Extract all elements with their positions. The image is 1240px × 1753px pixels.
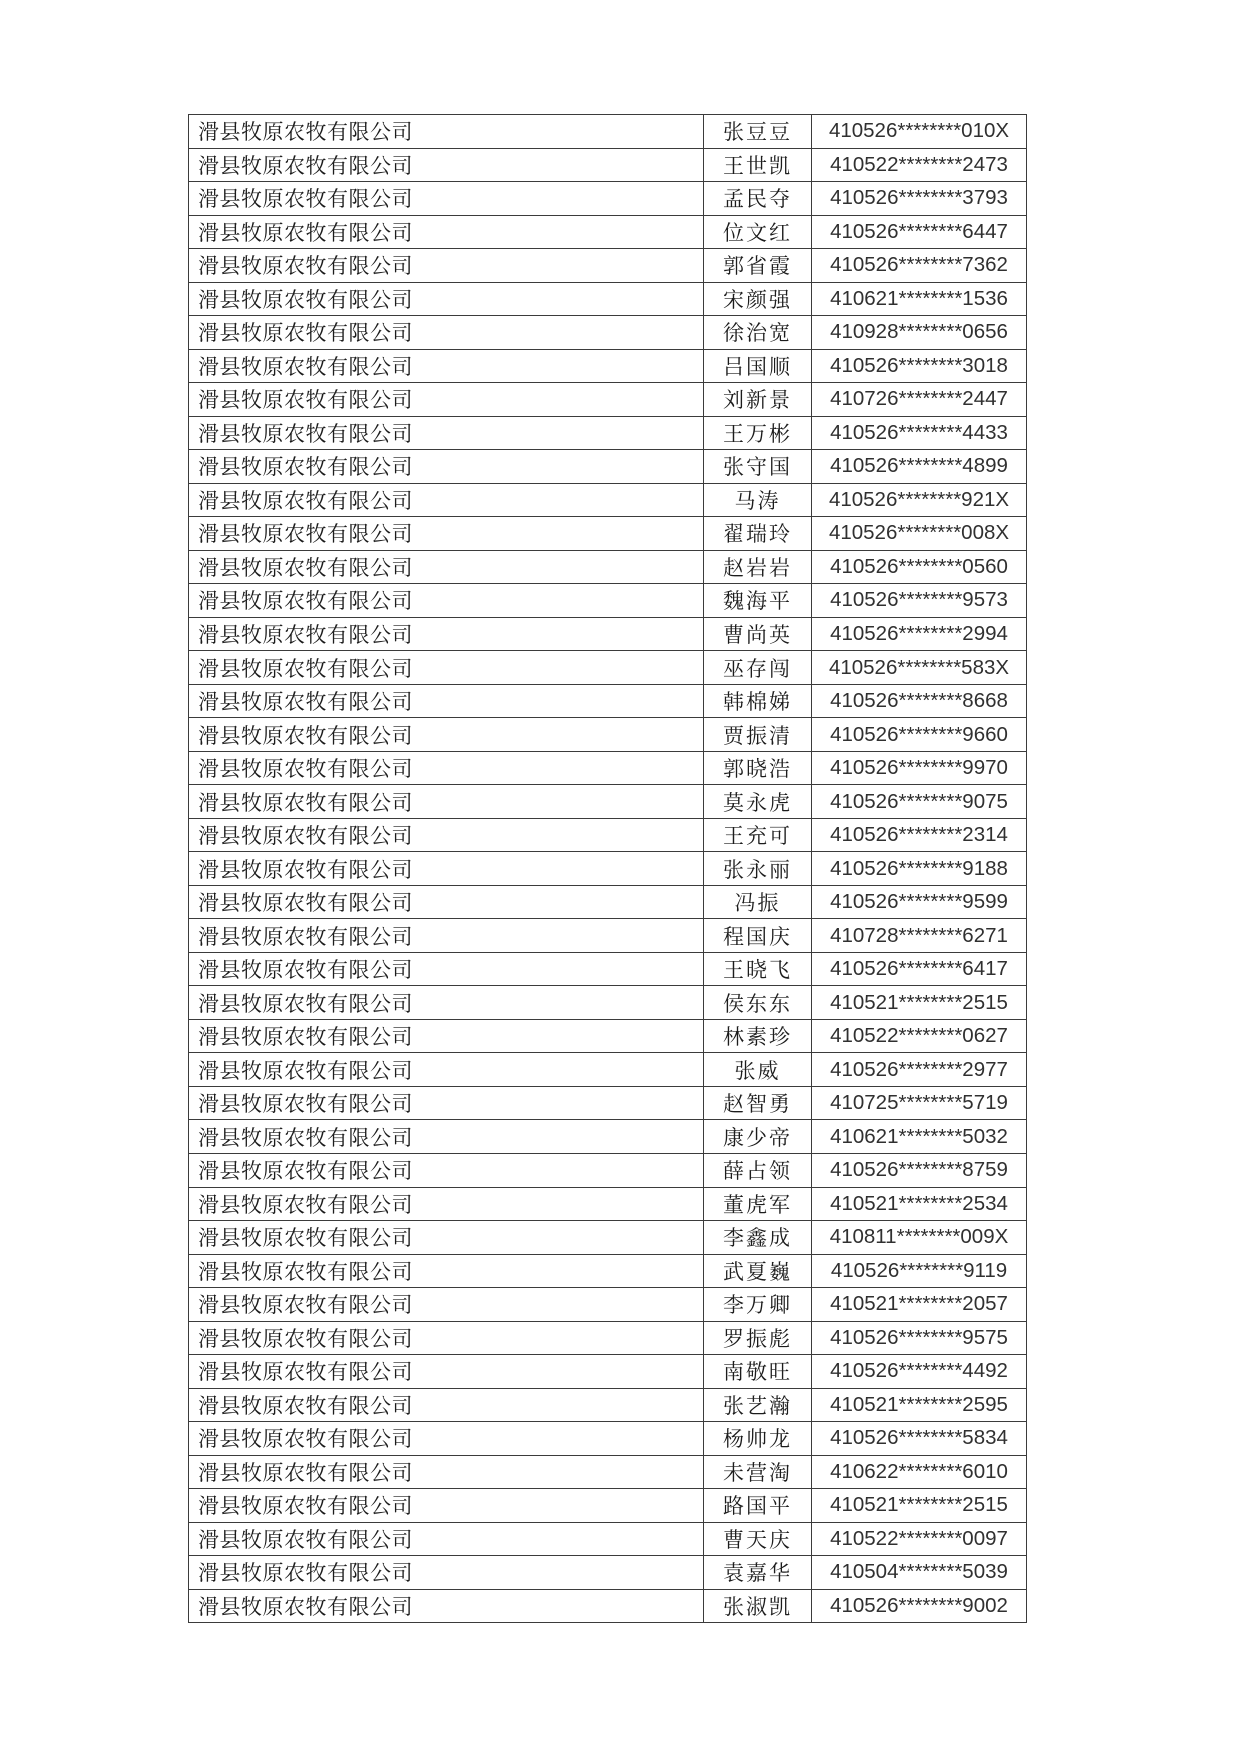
table-row <box>189 1053 1027 1087</box>
person-name-cell: 孟民夺 <box>704 182 812 216</box>
id-number-cell: 410504********5039 <box>812 1556 1027 1590</box>
table-row <box>189 1187 1027 1221</box>
person-name-cell: 武夏巍 <box>704 1254 812 1288</box>
person-name-cell: 冯振 <box>704 885 812 919</box>
person-name-cell: 赵智勇 <box>704 1086 812 1120</box>
company-cell: 滑县牧原农牧有限公司 <box>189 517 704 551</box>
person-name-cell: 杨帅龙 <box>704 1422 812 1456</box>
employee-table <box>188 114 1027 1623</box>
table-row <box>189 1589 1027 1623</box>
company-cell: 滑县牧原农牧有限公司 <box>189 1187 704 1221</box>
table-row <box>189 1321 1027 1355</box>
company-cell: 滑县牧原农牧有限公司 <box>189 1422 704 1456</box>
id-number-cell: 410521********2534 <box>812 1187 1027 1221</box>
id-number-cell: 410622********6010 <box>812 1455 1027 1489</box>
person-name-cell: 位文红 <box>704 215 812 249</box>
person-name-cell: 张威 <box>704 1053 812 1087</box>
person-name-cell: 贾振清 <box>704 718 812 752</box>
id-number-cell: 410526********9002 <box>812 1589 1027 1623</box>
id-number-cell: 410526********3793 <box>812 182 1027 216</box>
table-row <box>189 617 1027 651</box>
id-number-cell: 410526********9119 <box>812 1254 1027 1288</box>
id-number-cell: 410526********9970 <box>812 751 1027 785</box>
table-row <box>189 249 1027 283</box>
person-name-cell: 张豆豆 <box>704 115 812 149</box>
company-cell: 滑县牧原农牧有限公司 <box>189 1153 704 1187</box>
company-cell: 滑县牧原农牧有限公司 <box>189 1288 704 1322</box>
id-number-cell: 410526********010X <box>812 115 1027 149</box>
person-name-cell: 刘新景 <box>704 383 812 417</box>
company-cell: 滑县牧原农牧有限公司 <box>189 1221 704 1255</box>
company-cell: 滑县牧原农牧有限公司 <box>189 718 704 752</box>
company-cell: 滑县牧原农牧有限公司 <box>189 349 704 383</box>
table-row <box>189 450 1027 484</box>
person-name-cell: 宋颜强 <box>704 282 812 316</box>
person-name-cell: 赵岩岩 <box>704 550 812 584</box>
person-name-cell: 王万彬 <box>704 416 812 450</box>
table-row <box>189 852 1027 886</box>
company-cell: 滑县牧原农牧有限公司 <box>189 885 704 919</box>
company-cell: 滑县牧原农牧有限公司 <box>189 852 704 886</box>
person-name-cell: 董虎军 <box>704 1187 812 1221</box>
table-row <box>189 1556 1027 1590</box>
table-row <box>189 584 1027 618</box>
table-row <box>189 416 1027 450</box>
company-cell: 滑县牧原农牧有限公司 <box>189 182 704 216</box>
company-cell: 滑县牧原农牧有限公司 <box>189 751 704 785</box>
table-row <box>189 1455 1027 1489</box>
table-row <box>189 1153 1027 1187</box>
company-cell: 滑县牧原农牧有限公司 <box>189 584 704 618</box>
id-number-cell: 410521********2595 <box>812 1388 1027 1422</box>
id-number-cell: 410728********6271 <box>812 919 1027 953</box>
id-number-cell: 410526********7362 <box>812 249 1027 283</box>
company-cell: 滑县牧原农牧有限公司 <box>189 1355 704 1389</box>
person-name-cell: 徐治宽 <box>704 316 812 350</box>
table-row <box>189 751 1027 785</box>
table-row <box>189 550 1027 584</box>
table-row <box>189 182 1027 216</box>
company-cell: 滑县牧原农牧有限公司 <box>189 483 704 517</box>
person-name-cell: 莫永虎 <box>704 785 812 819</box>
person-name-cell: 翟瑞玲 <box>704 517 812 551</box>
company-cell: 滑县牧原农牧有限公司 <box>189 215 704 249</box>
table-row <box>189 684 1027 718</box>
company-cell: 滑县牧原农牧有限公司 <box>189 1388 704 1422</box>
person-name-cell: 魏海平 <box>704 584 812 618</box>
person-name-cell: 郭晓浩 <box>704 751 812 785</box>
id-number-cell: 410521********2515 <box>812 986 1027 1020</box>
person-name-cell: 罗振彪 <box>704 1321 812 1355</box>
company-cell: 滑县牧原农牧有限公司 <box>189 1053 704 1087</box>
person-name-cell: 王晓飞 <box>704 952 812 986</box>
id-number-cell: 410526********583X <box>812 651 1027 685</box>
company-cell: 滑县牧原农牧有限公司 <box>189 550 704 584</box>
person-name-cell: 薛占领 <box>704 1153 812 1187</box>
company-cell: 滑县牧原农牧有限公司 <box>189 1589 704 1623</box>
company-cell: 滑县牧原农牧有限公司 <box>189 282 704 316</box>
table-row <box>189 818 1027 852</box>
company-cell: 滑县牧原农牧有限公司 <box>189 785 704 819</box>
person-name-cell: 侯东东 <box>704 986 812 1020</box>
table-row <box>189 885 1027 919</box>
table-row <box>189 952 1027 986</box>
id-number-cell: 410526********6447 <box>812 215 1027 249</box>
company-cell: 滑县牧原农牧有限公司 <box>189 1321 704 1355</box>
table-row <box>189 718 1027 752</box>
table-row <box>189 785 1027 819</box>
table-row <box>189 1522 1027 1556</box>
id-number-cell: 410526********8668 <box>812 684 1027 718</box>
id-number-cell: 410526********9573 <box>812 584 1027 618</box>
company-cell: 滑县牧原农牧有限公司 <box>189 952 704 986</box>
id-number-cell: 410526********5834 <box>812 1422 1027 1456</box>
company-cell: 滑县牧原农牧有限公司 <box>189 919 704 953</box>
id-number-cell: 410621********5032 <box>812 1120 1027 1154</box>
id-number-cell: 410526********0560 <box>812 550 1027 584</box>
company-cell: 滑县牧原农牧有限公司 <box>189 416 704 450</box>
table-row <box>189 483 1027 517</box>
person-name-cell: 曹尚英 <box>704 617 812 651</box>
person-name-cell: 巫存闯 <box>704 651 812 685</box>
person-name-cell: 王充可 <box>704 818 812 852</box>
id-number-cell: 410526********9188 <box>812 852 1027 886</box>
table-row <box>189 986 1027 1020</box>
company-cell: 滑县牧原农牧有限公司 <box>189 1086 704 1120</box>
person-name-cell: 康少帝 <box>704 1120 812 1154</box>
person-name-cell: 未营淘 <box>704 1455 812 1489</box>
id-number-cell: 410928********0656 <box>812 316 1027 350</box>
table-row <box>189 1254 1027 1288</box>
id-number-cell: 410526********8759 <box>812 1153 1027 1187</box>
company-cell: 滑县牧原农牧有限公司 <box>189 1120 704 1154</box>
table-row <box>189 651 1027 685</box>
company-cell: 滑县牧原农牧有限公司 <box>189 617 704 651</box>
table-row <box>189 1422 1027 1456</box>
person-name-cell: 李鑫成 <box>704 1221 812 1255</box>
id-number-cell: 410521********2515 <box>812 1489 1027 1523</box>
id-number-cell: 410526********3018 <box>812 349 1027 383</box>
person-name-cell: 南敬旺 <box>704 1355 812 1389</box>
id-number-cell: 410526********4899 <box>812 450 1027 484</box>
table-row <box>189 215 1027 249</box>
company-cell: 滑县牧原农牧有限公司 <box>189 818 704 852</box>
id-number-cell: 410526********008X <box>812 517 1027 551</box>
person-name-cell: 袁嘉华 <box>704 1556 812 1590</box>
company-cell: 滑县牧原农牧有限公司 <box>189 1522 704 1556</box>
id-number-cell: 410522********0097 <box>812 1522 1027 1556</box>
person-name-cell: 马涛 <box>704 483 812 517</box>
id-number-cell: 410522********2473 <box>812 148 1027 182</box>
company-cell: 滑县牧原农牧有限公司 <box>189 249 704 283</box>
table-row <box>189 282 1027 316</box>
person-name-cell: 李万卿 <box>704 1288 812 1322</box>
person-name-cell: 路国平 <box>704 1489 812 1523</box>
table-row <box>189 1288 1027 1322</box>
person-name-cell: 韩棉娣 <box>704 684 812 718</box>
id-number-cell: 410526********9575 <box>812 1321 1027 1355</box>
person-name-cell: 林素珍 <box>704 1019 812 1053</box>
company-cell: 滑县牧原农牧有限公司 <box>189 1556 704 1590</box>
company-cell: 滑县牧原农牧有限公司 <box>189 684 704 718</box>
table-row <box>189 148 1027 182</box>
id-number-cell: 410526********4433 <box>812 416 1027 450</box>
company-cell: 滑县牧原农牧有限公司 <box>189 651 704 685</box>
table-row <box>189 1221 1027 1255</box>
company-cell: 滑县牧原农牧有限公司 <box>189 450 704 484</box>
table-row <box>189 349 1027 383</box>
id-number-cell: 410526********2314 <box>812 818 1027 852</box>
id-number-cell: 410521********2057 <box>812 1288 1027 1322</box>
table-row <box>189 1388 1027 1422</box>
company-cell: 滑县牧原农牧有限公司 <box>189 1489 704 1523</box>
person-name-cell: 曹天庆 <box>704 1522 812 1556</box>
id-number-cell: 410526********9075 <box>812 785 1027 819</box>
id-number-cell: 410526********6417 <box>812 952 1027 986</box>
id-number-cell: 410725********5719 <box>812 1086 1027 1120</box>
company-cell: 滑县牧原农牧有限公司 <box>189 115 704 149</box>
table-row <box>189 115 1027 149</box>
table-row <box>189 383 1027 417</box>
table-row <box>189 1120 1027 1154</box>
person-name-cell: 程国庆 <box>704 919 812 953</box>
id-number-cell: 410526********921X <box>812 483 1027 517</box>
company-cell: 滑县牧原农牧有限公司 <box>189 383 704 417</box>
table-row <box>189 919 1027 953</box>
id-number-cell: 410526********2994 <box>812 617 1027 651</box>
table-row <box>189 1355 1027 1389</box>
person-name-cell: 张艺瀚 <box>704 1388 812 1422</box>
id-number-cell: 410811********009X <box>812 1221 1027 1255</box>
person-name-cell: 王世凯 <box>704 148 812 182</box>
person-name-cell: 郭省霞 <box>704 249 812 283</box>
company-cell: 滑县牧原农牧有限公司 <box>189 1254 704 1288</box>
id-number-cell: 410526********4492 <box>812 1355 1027 1389</box>
table-row <box>189 316 1027 350</box>
person-name-cell: 张守国 <box>704 450 812 484</box>
id-number-cell: 410621********1536 <box>812 282 1027 316</box>
id-number-cell: 410522********0627 <box>812 1019 1027 1053</box>
company-cell: 滑县牧原农牧有限公司 <box>189 986 704 1020</box>
id-number-cell: 410526********2977 <box>812 1053 1027 1087</box>
person-name-cell: 吕国顺 <box>704 349 812 383</box>
person-name-cell: 张永丽 <box>704 852 812 886</box>
company-cell: 滑县牧原农牧有限公司 <box>189 1455 704 1489</box>
table-row <box>189 1086 1027 1120</box>
id-number-cell: 410726********2447 <box>812 383 1027 417</box>
person-name-cell: 张淑凯 <box>704 1589 812 1623</box>
table-row <box>189 517 1027 551</box>
table-row <box>189 1019 1027 1053</box>
table-row <box>189 1489 1027 1523</box>
company-cell: 滑县牧原农牧有限公司 <box>189 316 704 350</box>
company-cell: 滑县牧原农牧有限公司 <box>189 1019 704 1053</box>
id-number-cell: 410526********9599 <box>812 885 1027 919</box>
company-cell: 滑县牧原农牧有限公司 <box>189 148 704 182</box>
id-number-cell: 410526********9660 <box>812 718 1027 752</box>
